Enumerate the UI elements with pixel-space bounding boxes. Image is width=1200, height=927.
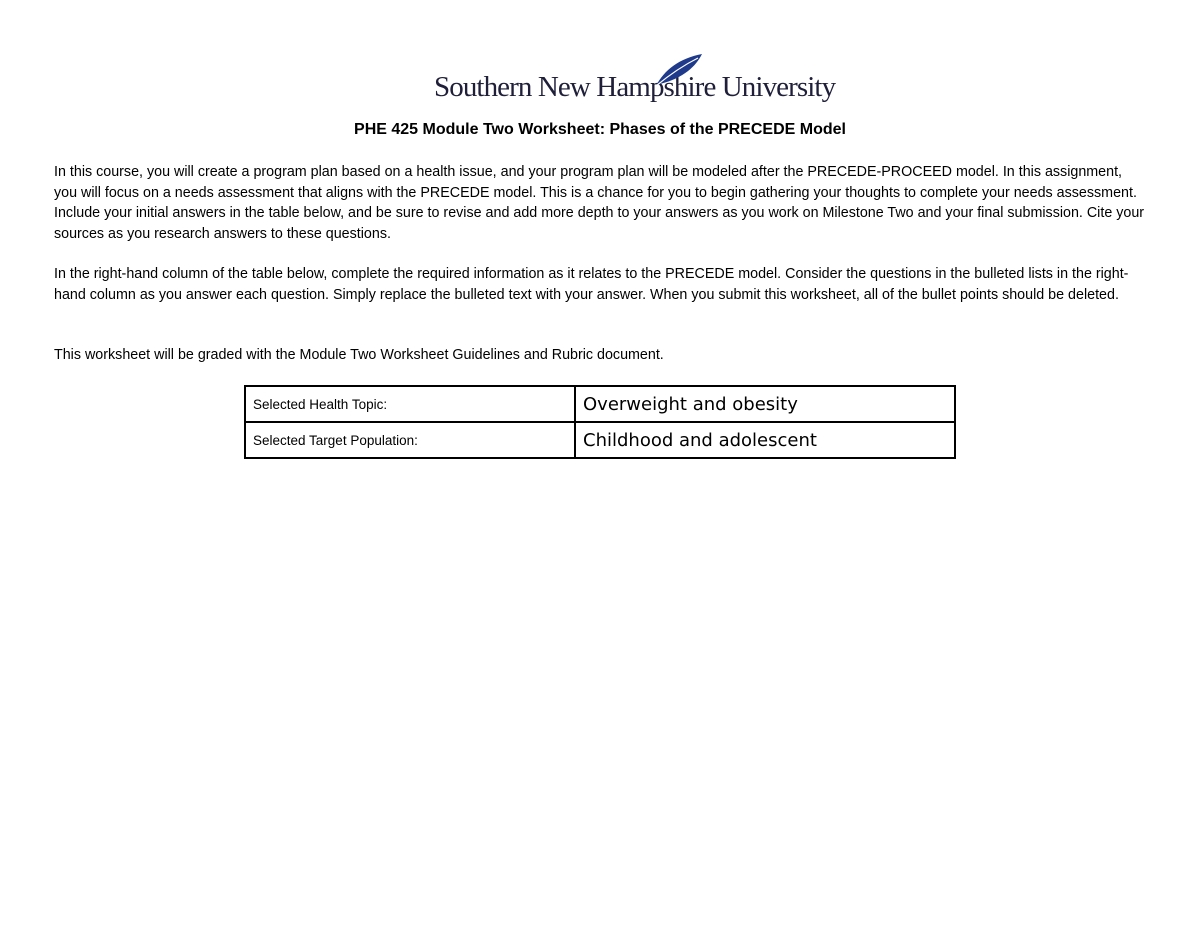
university-logo [434, 52, 836, 106]
health-topic-label: Selected Health Topic: [245, 386, 575, 422]
target-population-label: Selected Target Population: [245, 422, 575, 458]
topic-table [244, 385, 956, 459]
leaf-icon [646, 52, 706, 92]
logo-text: Southern New Hampshire University [434, 71, 836, 103]
target-population-value[interactable]: Childhood and adolescent [575, 422, 955, 458]
worksheet-title: PHE 425 Module Two Worksheet: Phases of the PRECEDE Model [354, 121, 846, 138]
grading-paragraph: This worksheet will be graded with the Module Two Worksheet Guidelines and Rubric document. [54, 347, 664, 363]
intro-paragraph: In this course, you will create a program plan based on a health issue, and your program plan will be modeled after the PRECEDE-PROCEED model. In this assignment, you will focus on a needs assessment that aligns with the PRECEDE model. This is a chance for you to begin gathering your thoughts to complete your needs assessment. Include your initial answers in the table below, and be sure to revise and add more depth to your answers as you work on Milestone Two and your final submission. Cite your sources as you research answers to these questions. [54, 164, 1145, 242]
health-topic-value[interactable]: Overweight and obesity [575, 386, 955, 422]
instructions-paragraph: In the right-hand column of the table below, complete the required information as it relates to the PRECEDE model. Consider the questions in the bulleted lists in the right-hand column as you answer each question. Simply replace the bulleted text with your answer. When you submit this worksheet, all of the bullet points should be deleted. [54, 266, 1129, 303]
table-row [245, 422, 955, 458]
table-row [245, 386, 955, 422]
